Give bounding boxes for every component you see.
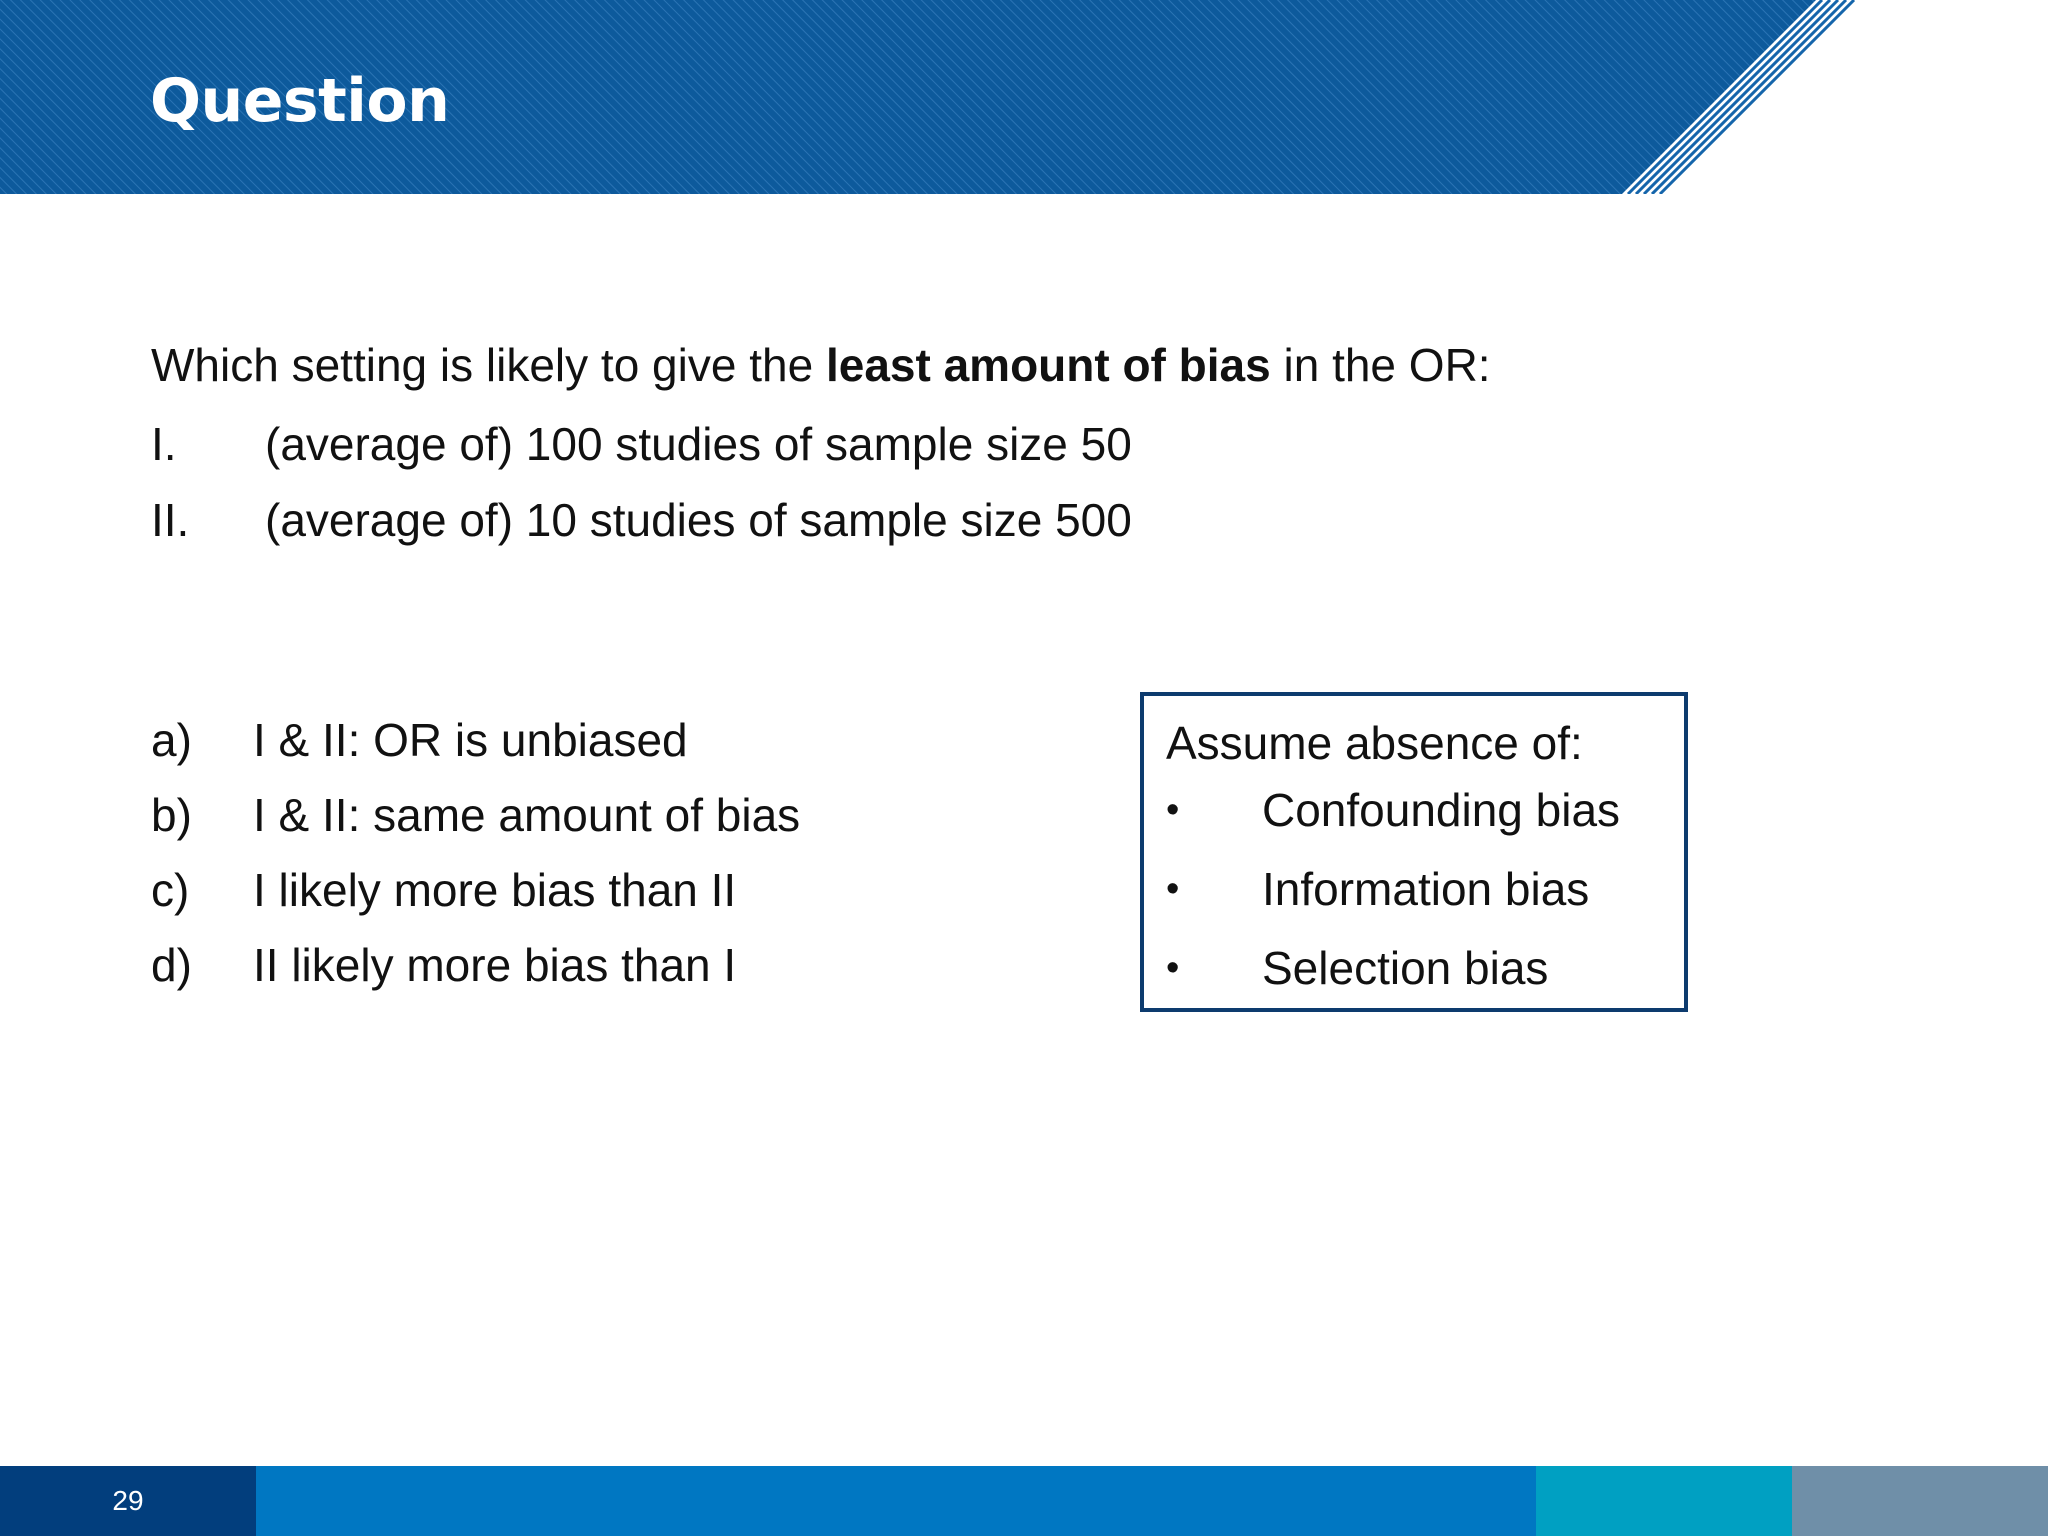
premise-number: II. [151, 494, 190, 546]
question-block [151, 330, 1491, 558]
question-emphasis: least amount of bias [825, 339, 1271, 391]
premise-text: (average of) 100 studies of sample size 50 [265, 418, 1132, 470]
option-letter: b) [151, 789, 192, 841]
footer-segment-blue [256, 1466, 1536, 1536]
question-prefix: Which setting is likely to give the [151, 339, 826, 391]
question-text [151, 330, 1491, 406]
option-text: I & II: same amount of bias [253, 789, 801, 841]
option-letter: a) [151, 714, 192, 766]
assumptions-heading: Assume absence of: [1166, 717, 1583, 769]
assumption-text: Selection bias [1262, 942, 1549, 994]
footer-bar [0, 1466, 2048, 1536]
option-text: I & II: OR is unbiased [253, 714, 688, 766]
assumption-text: Information bias [1262, 863, 1590, 915]
footer-segment-gray [1792, 1466, 2048, 1536]
bullet-icon: • [1166, 947, 1180, 989]
assumption-text: Confounding bias [1262, 784, 1621, 836]
slide-title: Question [150, 66, 450, 136]
premise-item [151, 406, 1491, 482]
option-letter: c) [151, 864, 190, 916]
premise-number: I. [151, 418, 177, 470]
option-text: I likely more bias than II [253, 864, 737, 916]
bullet-icon: • [1166, 868, 1180, 910]
premise-text: (average of) 10 studies of sample size 500 [265, 494, 1132, 546]
bullet-icon: • [1166, 789, 1180, 831]
footer-segment-teal [1536, 1466, 1792, 1536]
page-number: 29 [112, 1485, 144, 1516]
option-text: II likely more bias than I [253, 939, 737, 991]
option-letter: d) [151, 939, 192, 991]
assumptions-box [1140, 692, 1688, 1012]
premise-item [151, 482, 1491, 558]
question-suffix: in the OR: [1270, 339, 1491, 391]
